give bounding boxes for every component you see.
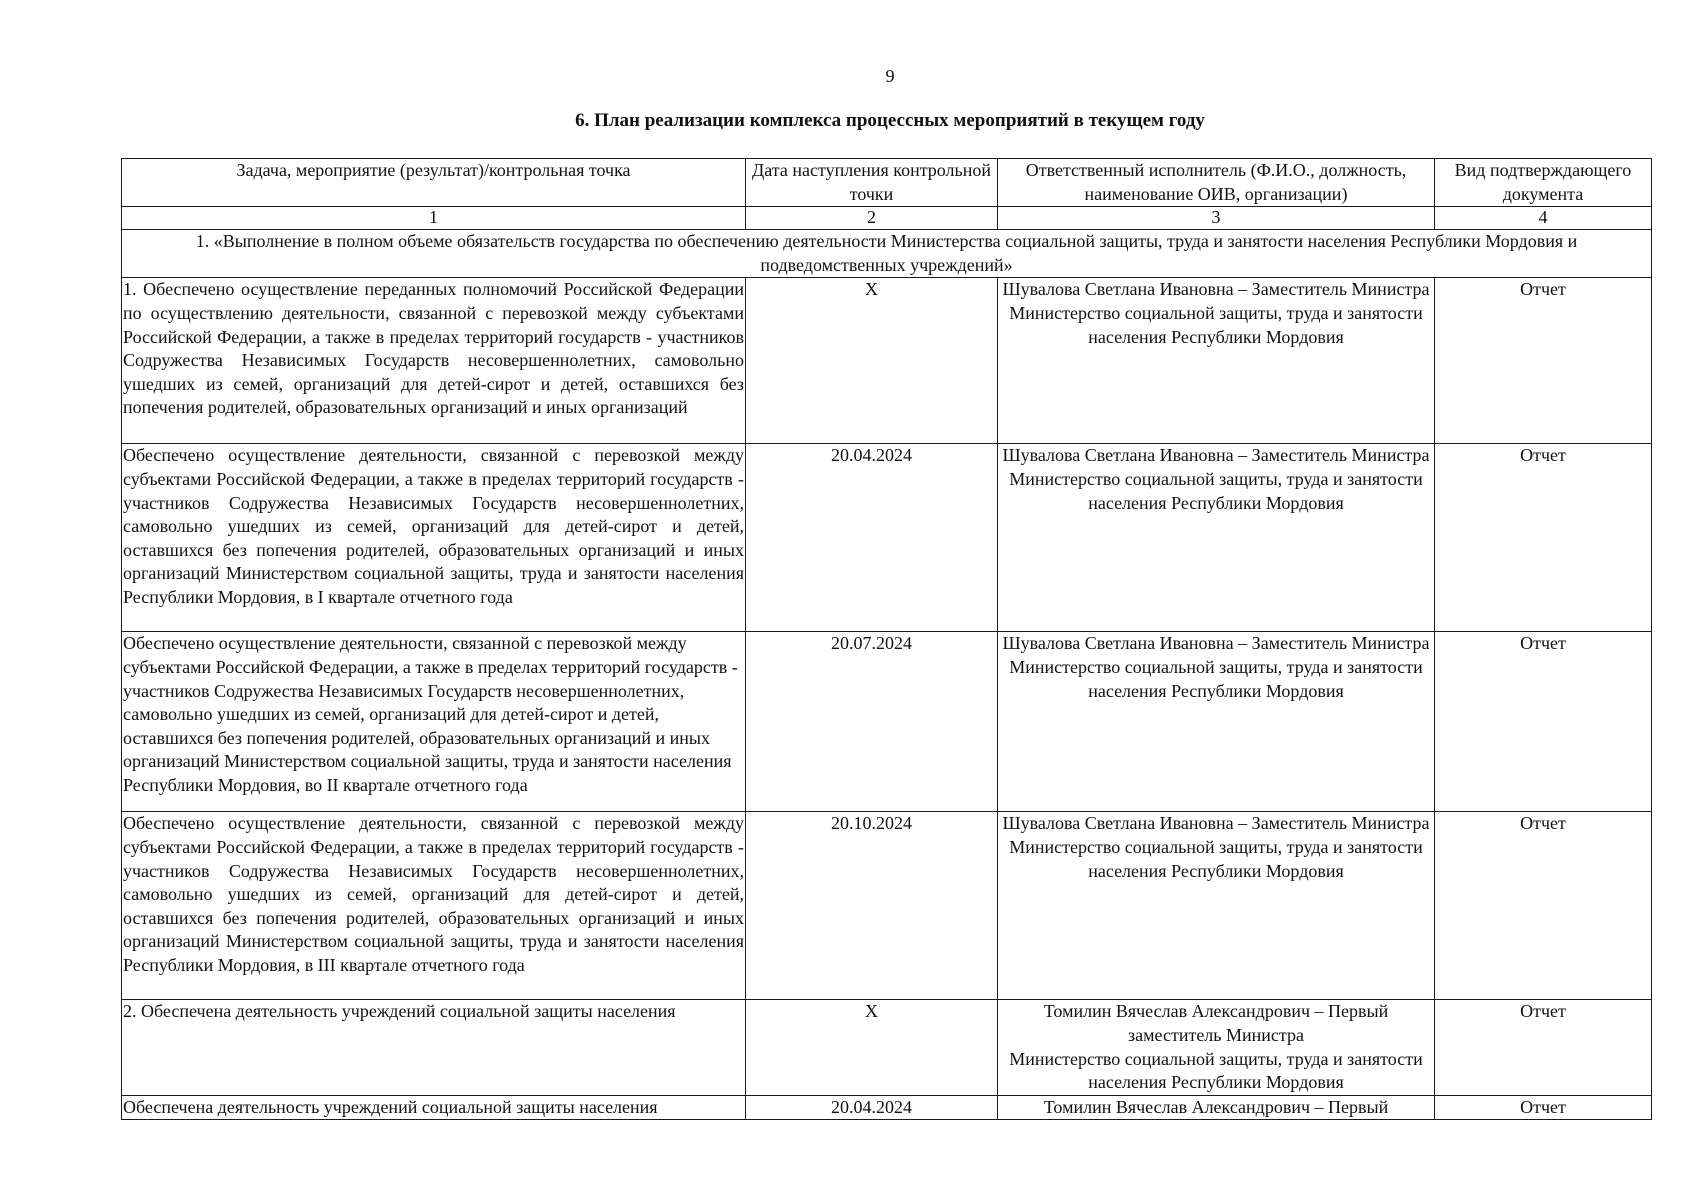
task-cell: 2. Обеспечена деятельность учреждений социальной защиты населения — [122, 1000, 746, 1095]
task-cell: Обеспечено осуществление деятельности, связанной с перевозкой между субъектами Российской Федерации, а также в пределах территорий государств - участников Содружества Независимых Государств несовершеннолетних, самовольно ушедших из семей, организаций для детей-сирот и детей, оставшихся без попечения родителей, образовательных организаций и иных организаций Министерством социальной защиты, труда и занятости населения Республики Мордовия, в III квартале отчетного года — [122, 812, 746, 1000]
header-task: Задача, мероприятие (результат)/контрольная точка — [122, 159, 746, 207]
executor-name: Томилин Вячеслав Александрович – Первый — [1043, 1096, 1389, 1117]
executor-cell — [998, 444, 1435, 632]
executor-cell — [998, 1000, 1435, 1095]
header-executor: Ответственный исполнитель (Ф.И.О., должность, наименование ОИВ, организации) — [998, 159, 1435, 207]
executor-name: Шувалова Светлана Ивановна – Заместитель Министра — [1002, 445, 1430, 466]
executor-org: Министерство социальной защиты, труда и занятости населения Республики Мордовия — [1009, 656, 1423, 701]
date-cell: 20.10.2024 — [746, 812, 998, 1000]
document-cell: Отчет — [1435, 1000, 1652, 1095]
date-cell: 20.04.2024 — [746, 444, 998, 632]
task-cell: Обеспечена деятельность учреждений социальной защиты населения — [122, 1095, 746, 1120]
header-date: Дата наступления контрольной точки — [746, 159, 998, 207]
date-cell: X — [746, 1000, 998, 1095]
section-row — [122, 230, 1652, 278]
table-row — [122, 632, 1652, 812]
column-number: 1 — [122, 207, 746, 230]
document-cell: Отчет — [1435, 278, 1652, 444]
column-number: 2 — [746, 207, 998, 230]
document-cell: Отчет — [1435, 632, 1652, 812]
column-number-row — [122, 207, 1652, 230]
executor-org: Министерство социальной защиты, труда и занятости населения Республики Мордовия — [1009, 1048, 1423, 1093]
table-row — [122, 444, 1652, 632]
task-cell: Обеспечено осуществление деятельности, связанной с перевозкой между субъектами Российской Федерации, а также в пределах территорий государств - участников Содружества Независимых Государств несовершеннолетних, самовольно ушедших из семей, организаций для детей-сирот и детей, оставшихся без попечения родителей, образовательных организаций и иных организаций Министерством социальной защиты, труда и занятости населения Республики Мордовия, в I квартале отчетного года — [122, 444, 746, 632]
page-number: 9 — [885, 66, 895, 86]
executor-cell — [998, 1095, 1435, 1120]
table-row — [122, 812, 1652, 1000]
executor-org: Министерство социальной защиты, труда и занятости населения Республики Мордовия — [1009, 302, 1423, 347]
table-row — [122, 1000, 1652, 1095]
document-cell: Отчет — [1435, 444, 1652, 632]
executor-cell — [998, 278, 1435, 444]
plan-table — [121, 158, 1652, 1120]
executor-name: Шувалова Светлана Ивановна – Заместитель Министра — [1002, 279, 1430, 300]
executor-cell — [998, 812, 1435, 1000]
page-title: 6. План реализации комплекса процессных мероприятий в текущем году — [575, 110, 1205, 131]
table-row — [122, 278, 1652, 444]
header-document: Вид подтверждающего документа — [1435, 159, 1652, 207]
executor-name: Шувалова Светлана Ивановна – Заместитель Министра — [1002, 813, 1430, 834]
date-cell: 20.07.2024 — [746, 632, 998, 812]
executor-org: Министерство социальной защиты, труда и занятости населения Республики Мордовия — [1009, 836, 1423, 881]
section-title: 1. «Выполнение в полном объеме обязательств государства по обеспечению деятельности Министерства социальной защиты, труда и занятости населения Республики Мордовия и подведомственных учреждений» — [122, 230, 1652, 278]
column-number: 4 — [1435, 207, 1652, 230]
date-cell: 20.04.2024 — [746, 1095, 998, 1120]
executor-name: Томилин Вячеслав Александрович – Первый заместитель Министра — [1043, 1001, 1389, 1045]
executor-cell — [998, 632, 1435, 812]
executor-org: Министерство социальной защиты, труда и занятости населения Республики Мордовия — [1009, 468, 1423, 513]
date-cell: X — [746, 278, 998, 444]
executor-name: Шувалова Светлана Ивановна – Заместитель Министра — [1002, 633, 1430, 654]
table-row — [122, 1095, 1652, 1120]
document-cell: Отчет — [1435, 812, 1652, 1000]
table-header-row — [122, 159, 1652, 207]
task-cell: Обеспечено осуществление деятельности, связанной с перевозкой между субъектами Российской Федерации, а также в пределах территорий государств - участников Содружества Независимых Государств несовершеннолетних, самовольно ушедших из семей, организаций для детей-сирот и детей, оставшихся без попечения родителей, образовательных организаций и иных организаций Министерством социальной защиты, труда и занятости населения Республики Мордовия, во II квартале отчетного года — [122, 632, 746, 812]
column-number: 3 — [998, 207, 1435, 230]
document-cell: Отчет — [1435, 1095, 1652, 1120]
task-cell: 1. Обеспечено осуществление переданных полномочий Российской Федерации по осуществлению деятельности, связанной с перевозкой между субъектами Российской Федерации, а также в пределах территорий государств - участников Содружества Независимых Государств несовершеннолетних, самовольно ушедших из семей, организаций для детей-сирот и детей, оставшихся без попечения родителей, образовательных организаций и иных организаций — [122, 278, 746, 444]
